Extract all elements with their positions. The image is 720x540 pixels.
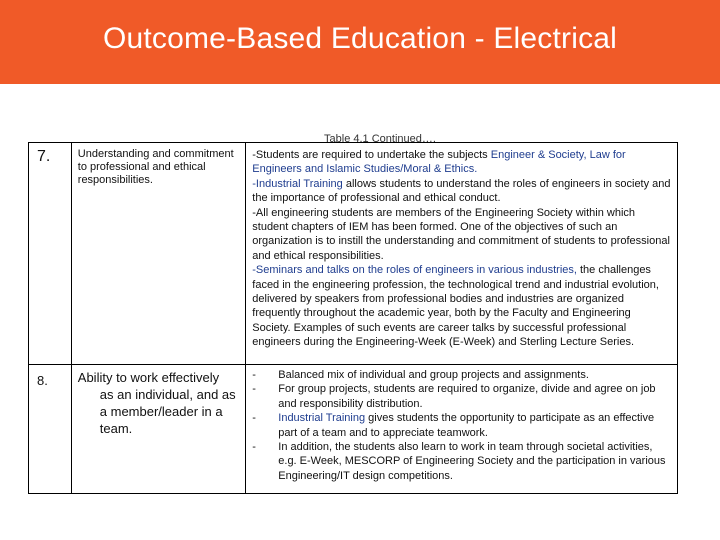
outcome-cell (71, 143, 245, 365)
title-banner (0, 0, 720, 84)
description-cell (246, 365, 678, 494)
table-caption: Table 4.1 Continued…. (324, 133, 436, 145)
table-row (29, 365, 678, 494)
description-paragraph: -Industrial Training allows students to understand the roles of engineers in society and the importance of professional and ethical conduct. (252, 177, 671, 205)
list-item: - For group projects, students are required to organize, divide and agree on job and responsibility distribution. (252, 383, 656, 410)
list-item: - Industrial Training gives students the opportunity to participate as an effective part of a team and to appreciate teamwork. (252, 412, 655, 439)
outcome-table (28, 142, 678, 494)
description-paragraph: -Students are required to undertake the subjects Engineer & Society, Law for Engineers and Islamic Studies/Moral & Ethics. (252, 149, 626, 176)
description-paragraph: -Seminars and talks on the roles of engineers in various industries, the challenges faced in the engineering profession, the technological trend and industrial evolution, delivered by speakers from professional bodies and industries are organized frequently throughout the academic year, both by the Faculty and Engineering Society. Examples of such events are career talks by successful professional engineers during the Engineering-Week (E-Week) and Sterling Lecture Series. (252, 264, 659, 349)
bullet-list (246, 365, 677, 493)
slide-title: Outcome-Based Education - Electrical (102, 22, 618, 55)
row-number: 7. (37, 148, 51, 165)
outcome-text: Ability to work effectively as an individual, and as a member/leader in a team. (77, 370, 236, 436)
outcome-cell (71, 365, 245, 494)
list-item: - Balanced mix of individual and group projects and assignments. (252, 369, 589, 381)
row-number-cell (29, 143, 72, 365)
row-number: 8. (37, 373, 48, 388)
description-paragraph: -All engineering students are members of the Engineering Society within which student chapters of IEM has been formed. One of the objectives of such an organization is to instill the understanding and commitment of students to professional and ethical responsibilities. (252, 206, 670, 262)
list-item: - In addition, the students also learn to work in team through societal activities, e.g. E-Week, MESCORP of Engineering Society and the participation in various Engineering/IT design competitions. (252, 441, 666, 482)
outcome-text: Understanding and commitment to professional and ethical responsibilities. (77, 148, 234, 186)
table-row (29, 143, 678, 365)
row-number-cell (29, 365, 72, 494)
description-cell (246, 143, 678, 365)
description-text (246, 143, 677, 353)
